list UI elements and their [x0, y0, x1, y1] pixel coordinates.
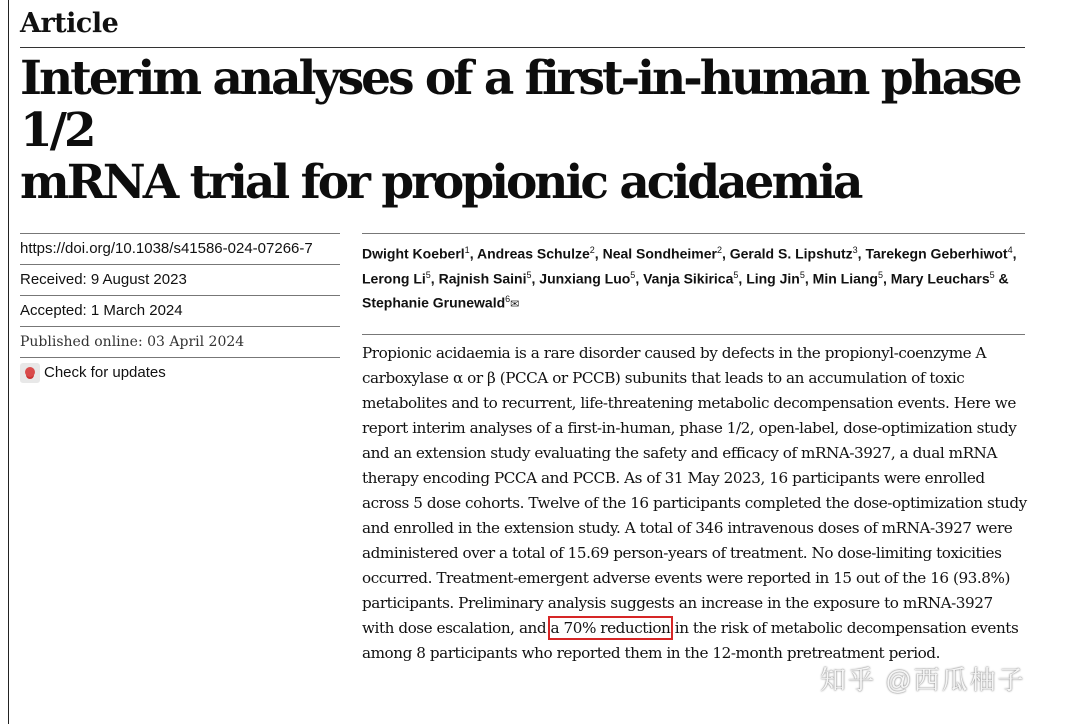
author-name[interactable]: Junxiang Luo — [539, 270, 631, 287]
author-affiliation: 2 — [716, 245, 722, 255]
abstract-part-1: Propionic acidaemia is a rare disorder caused by defects in the propionyl-coenzyme A carboxylase α or β (PCCA or PCCB) subunits that leads to an accumulation of toxic metabolites and to recurrent, life-threatening metabolic decompensation events. Here we report interim analyses of a first-in-human, phase 1/2, open-label, dose-optimization study and an extension study evaluating the safety and efficacy of mRNA-3927, a dual mRNA therapy encoding PCCA and PCCB. As of 31 May 2023, 16 participants were enrolled across 5 dose cohorts. Twelve of the 16 participants completed the dose-optimization study and enrolled in the extension study. A total of 346 intravenous doses of mRNA-3927 were administered over a total of 15.69 person-years of treatment. No dose-limiting toxicities occurred. Treatment-emergent adverse events were reported in 15 out of the 16 (93.8%) participants. Preliminary analysis suggests an increase in the exposure to mRNA-3927 with dose escalation, and — [362, 344, 1027, 637]
author-name[interactable]: Lerong Li — [362, 270, 426, 287]
title-line-1: Interim analyses of a first-in-human phase 1/2 — [20, 51, 1020, 158]
authors-top-rule — [362, 233, 1025, 234]
author-affiliation: 1 — [464, 245, 470, 255]
author-list: Dwight Koeberl$^1$, Andreas Schulze$^2$, Neal Sondheimer$^2$, Gerald S. Lipshutz$^3$, Tarekegn Geberhiwot$^4$, Lerong Li$^5$, Rajnish Saini$^5$, Junxiang Luo$^5$, Vanja Sikirica$^5$, Ling Jin$^5$, Min Liang$^5$, Mary Leuchars$^5$ & Stephanie Grunewald$^6$✉ — [362, 245, 1017, 311]
author-affiliation: 5 — [877, 269, 883, 280]
doi-link[interactable]: https://doi.org/10.1038/s41586-024-07266-7 — [20, 234, 340, 265]
author-affiliation: 5 — [526, 269, 532, 280]
author-affiliation: 5 — [733, 269, 739, 280]
author-affiliation: 6 — [505, 294, 511, 305]
author-name[interactable]: Rajnish Saini — [438, 270, 527, 287]
highlighted-finding: a 70% reduction — [550, 619, 671, 637]
author-name[interactable]: Neal Sondheimer — [602, 245, 717, 262]
abstract-part-2: in the risk of metabolic decompensation events among 8 participants who reported them in the 12-month pretreatment period. — [362, 619, 1019, 662]
title-line-2: mRNA trial for propionic acidaemia — [20, 155, 861, 210]
author-affiliation: 4 — [1007, 245, 1013, 255]
author-name[interactable]: Tarekegn Geberhiwot — [865, 245, 1008, 262]
left-margin-rule — [8, 0, 9, 724]
author-affiliation: 5 — [799, 269, 805, 280]
check-for-updates-button[interactable] — [20, 358, 340, 388]
author-name[interactable]: Dwight Koeberl — [362, 245, 465, 262]
author-affiliation: 5 — [989, 269, 995, 280]
accepted-date: Accepted: 1 March 2024 — [20, 296, 340, 327]
abstract-text — [362, 341, 1028, 666]
author-name[interactable]: Gerald S. Lipshutz — [729, 245, 853, 262]
author-name[interactable]: Vanja Sikirica — [643, 270, 734, 287]
author-name[interactable]: Mary Leuchars — [890, 270, 990, 287]
article-metadata — [20, 233, 340, 388]
author-affiliation: 2 — [589, 245, 595, 255]
author-affiliation: 5 — [425, 269, 431, 280]
header-divider — [20, 47, 1025, 48]
author-affiliation: 5 — [630, 269, 636, 280]
watermark: 知乎 @西瓜柚子 — [820, 665, 1026, 695]
author-name[interactable]: Stephanie Grunewald — [362, 294, 506, 311]
envelope-icon[interactable]: ✉ — [510, 298, 520, 311]
check-for-updates-label: Check for updates — [44, 364, 166, 381]
published-date: Published online: 03 April 2024 — [20, 327, 340, 358]
article-title — [20, 53, 1050, 209]
author-name[interactable]: Andreas Schulze — [476, 245, 590, 262]
received-date: Received: 9 August 2023 — [20, 265, 340, 296]
article-type-label: Article — [20, 8, 119, 39]
abstract-top-rule — [362, 334, 1025, 335]
author-name[interactable]: Ling Jin — [746, 270, 800, 287]
author-name[interactable]: Min Liang — [812, 270, 878, 287]
author-affiliation: 3 — [852, 245, 858, 255]
check-for-updates-icon — [20, 363, 40, 383]
